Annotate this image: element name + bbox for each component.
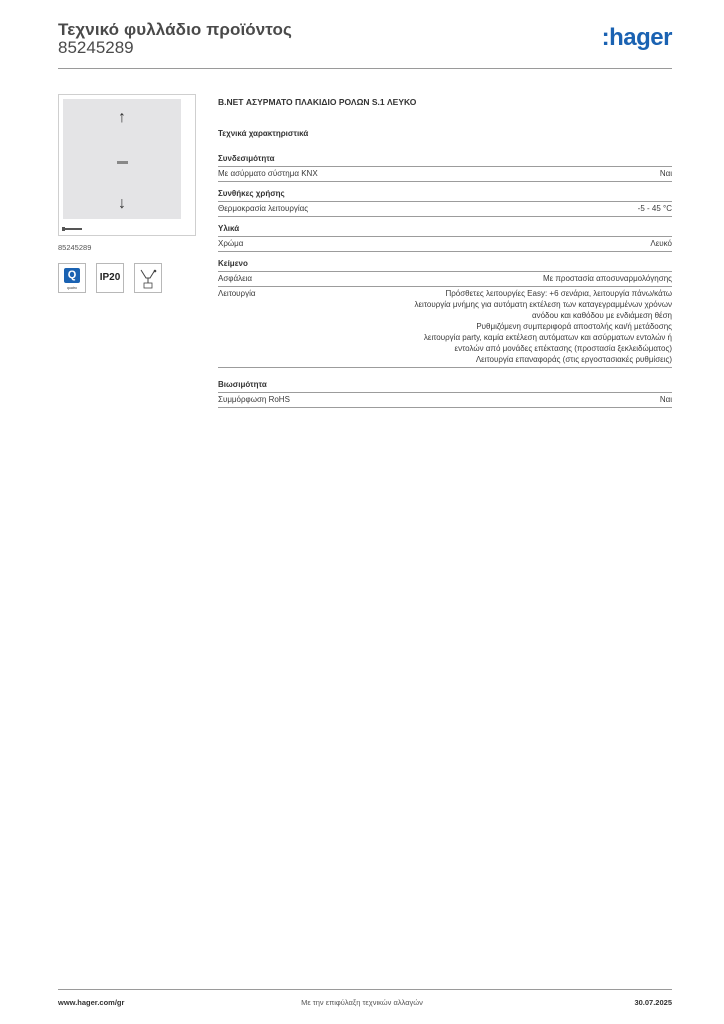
spec-value: Ναι	[659, 169, 672, 178]
spec-label: Ασφάλεια	[218, 274, 253, 283]
product-image-code: 85245289	[58, 243, 92, 252]
value-line: Ρυθμιζόμενη συμπεριφορά αποστολής και/ή μετάδοσης	[476, 322, 672, 331]
hager-logo: :hager	[601, 24, 672, 51]
arrow-down-icon: ↓	[118, 195, 126, 212]
environment-icon	[134, 263, 162, 293]
spec-value-multiline	[352, 288, 672, 365]
footer-divider	[58, 989, 672, 990]
footer-date: 30.07.2025	[634, 998, 672, 1007]
spec-value: Με προστασία αποσυναρμολόγησης	[542, 274, 672, 283]
section-usage-conditions	[218, 189, 672, 217]
spec-value: Λευκό	[650, 239, 672, 248]
spec-label: Λειτουργία	[218, 289, 256, 298]
section-sustainability	[218, 380, 672, 408]
section-connectivity	[218, 154, 672, 182]
section-title: Υλικά	[218, 224, 672, 237]
value-line: Πρόσθετες λειτουργίες Easy: +6 σενάρια, λειτουργία πάνω/κάτω	[445, 289, 672, 298]
section-title: Συνδεσιμότητα	[218, 154, 672, 167]
value-line: λειτουργία μνήμης για αυτόματη εκτέλεση των καταγεγραμμένων χρόνων	[414, 300, 672, 309]
footer-note: Με την επιφύλαξη τεχνικών αλλαγών	[301, 998, 423, 1007]
spec-value: Ναι	[659, 395, 672, 404]
section-text	[218, 259, 672, 368]
specs-heading: Τεχνικά χαρακτηριστικά	[218, 129, 309, 138]
page-title: Τεχνικό φυλλάδιο προϊόντος	[58, 20, 292, 39]
dash-icon	[117, 161, 128, 164]
section-materials	[218, 224, 672, 252]
arrow-up-icon: ↑	[118, 109, 126, 126]
ip-rating-label: IP20	[99, 272, 121, 283]
value-line: ανόδου και καθόδου με ενδιάμεση θέση	[531, 311, 672, 320]
spec-label: Συμμόρφωση RoHS	[218, 395, 290, 404]
footer-website-link[interactable]: www.hager.com/gr	[58, 998, 125, 1007]
spec-row	[218, 287, 672, 368]
product-title: B.NET ΑΣΥΡΜΑΤΟ ΠΛΑΚΙΔΙΟ ΡΟΛΩΝ S.1 ΛΕΥΚΟ	[218, 97, 417, 107]
value-line: εντολών από μονάδες επέκτασης (προστασία ξεκλειδώματος)	[454, 344, 672, 353]
value-line: Λειτουργία επαναφοράς (στις εργοστασιακές ρυθμίσεις)	[475, 355, 672, 364]
section-title: Κείμενο	[218, 259, 672, 272]
spec-label: Χρώμα	[218, 239, 244, 248]
spec-row	[218, 393, 672, 408]
product-image	[63, 99, 181, 219]
product-image-frame	[58, 94, 196, 236]
product-code-header: 85245289	[58, 38, 134, 57]
header-divider	[58, 68, 672, 69]
quality-q-icon: Q quatro	[58, 263, 86, 293]
value-line: λειτουργία party, καμία εκτέλεση αυτόματων και ασύρματων εντολών ή	[423, 333, 672, 342]
ip-rating-icon	[96, 263, 124, 293]
spec-value: -5 - 45 °C	[637, 204, 672, 213]
spec-label: Με ασύρματο σύστημα KNX	[218, 169, 318, 178]
spec-row	[218, 167, 672, 182]
section-title: Συνθήκες χρήσης	[218, 189, 672, 202]
scale-icon	[62, 227, 82, 231]
spec-row	[218, 272, 672, 287]
quality-badge-label: quatro	[67, 286, 77, 290]
spec-row	[218, 202, 672, 217]
section-title: Βιωσιμότητα	[218, 380, 672, 393]
spec-row	[218, 237, 672, 252]
spec-label: Θερμοκρασία λειτουργίας	[218, 204, 309, 213]
spec-content	[218, 96, 672, 408]
